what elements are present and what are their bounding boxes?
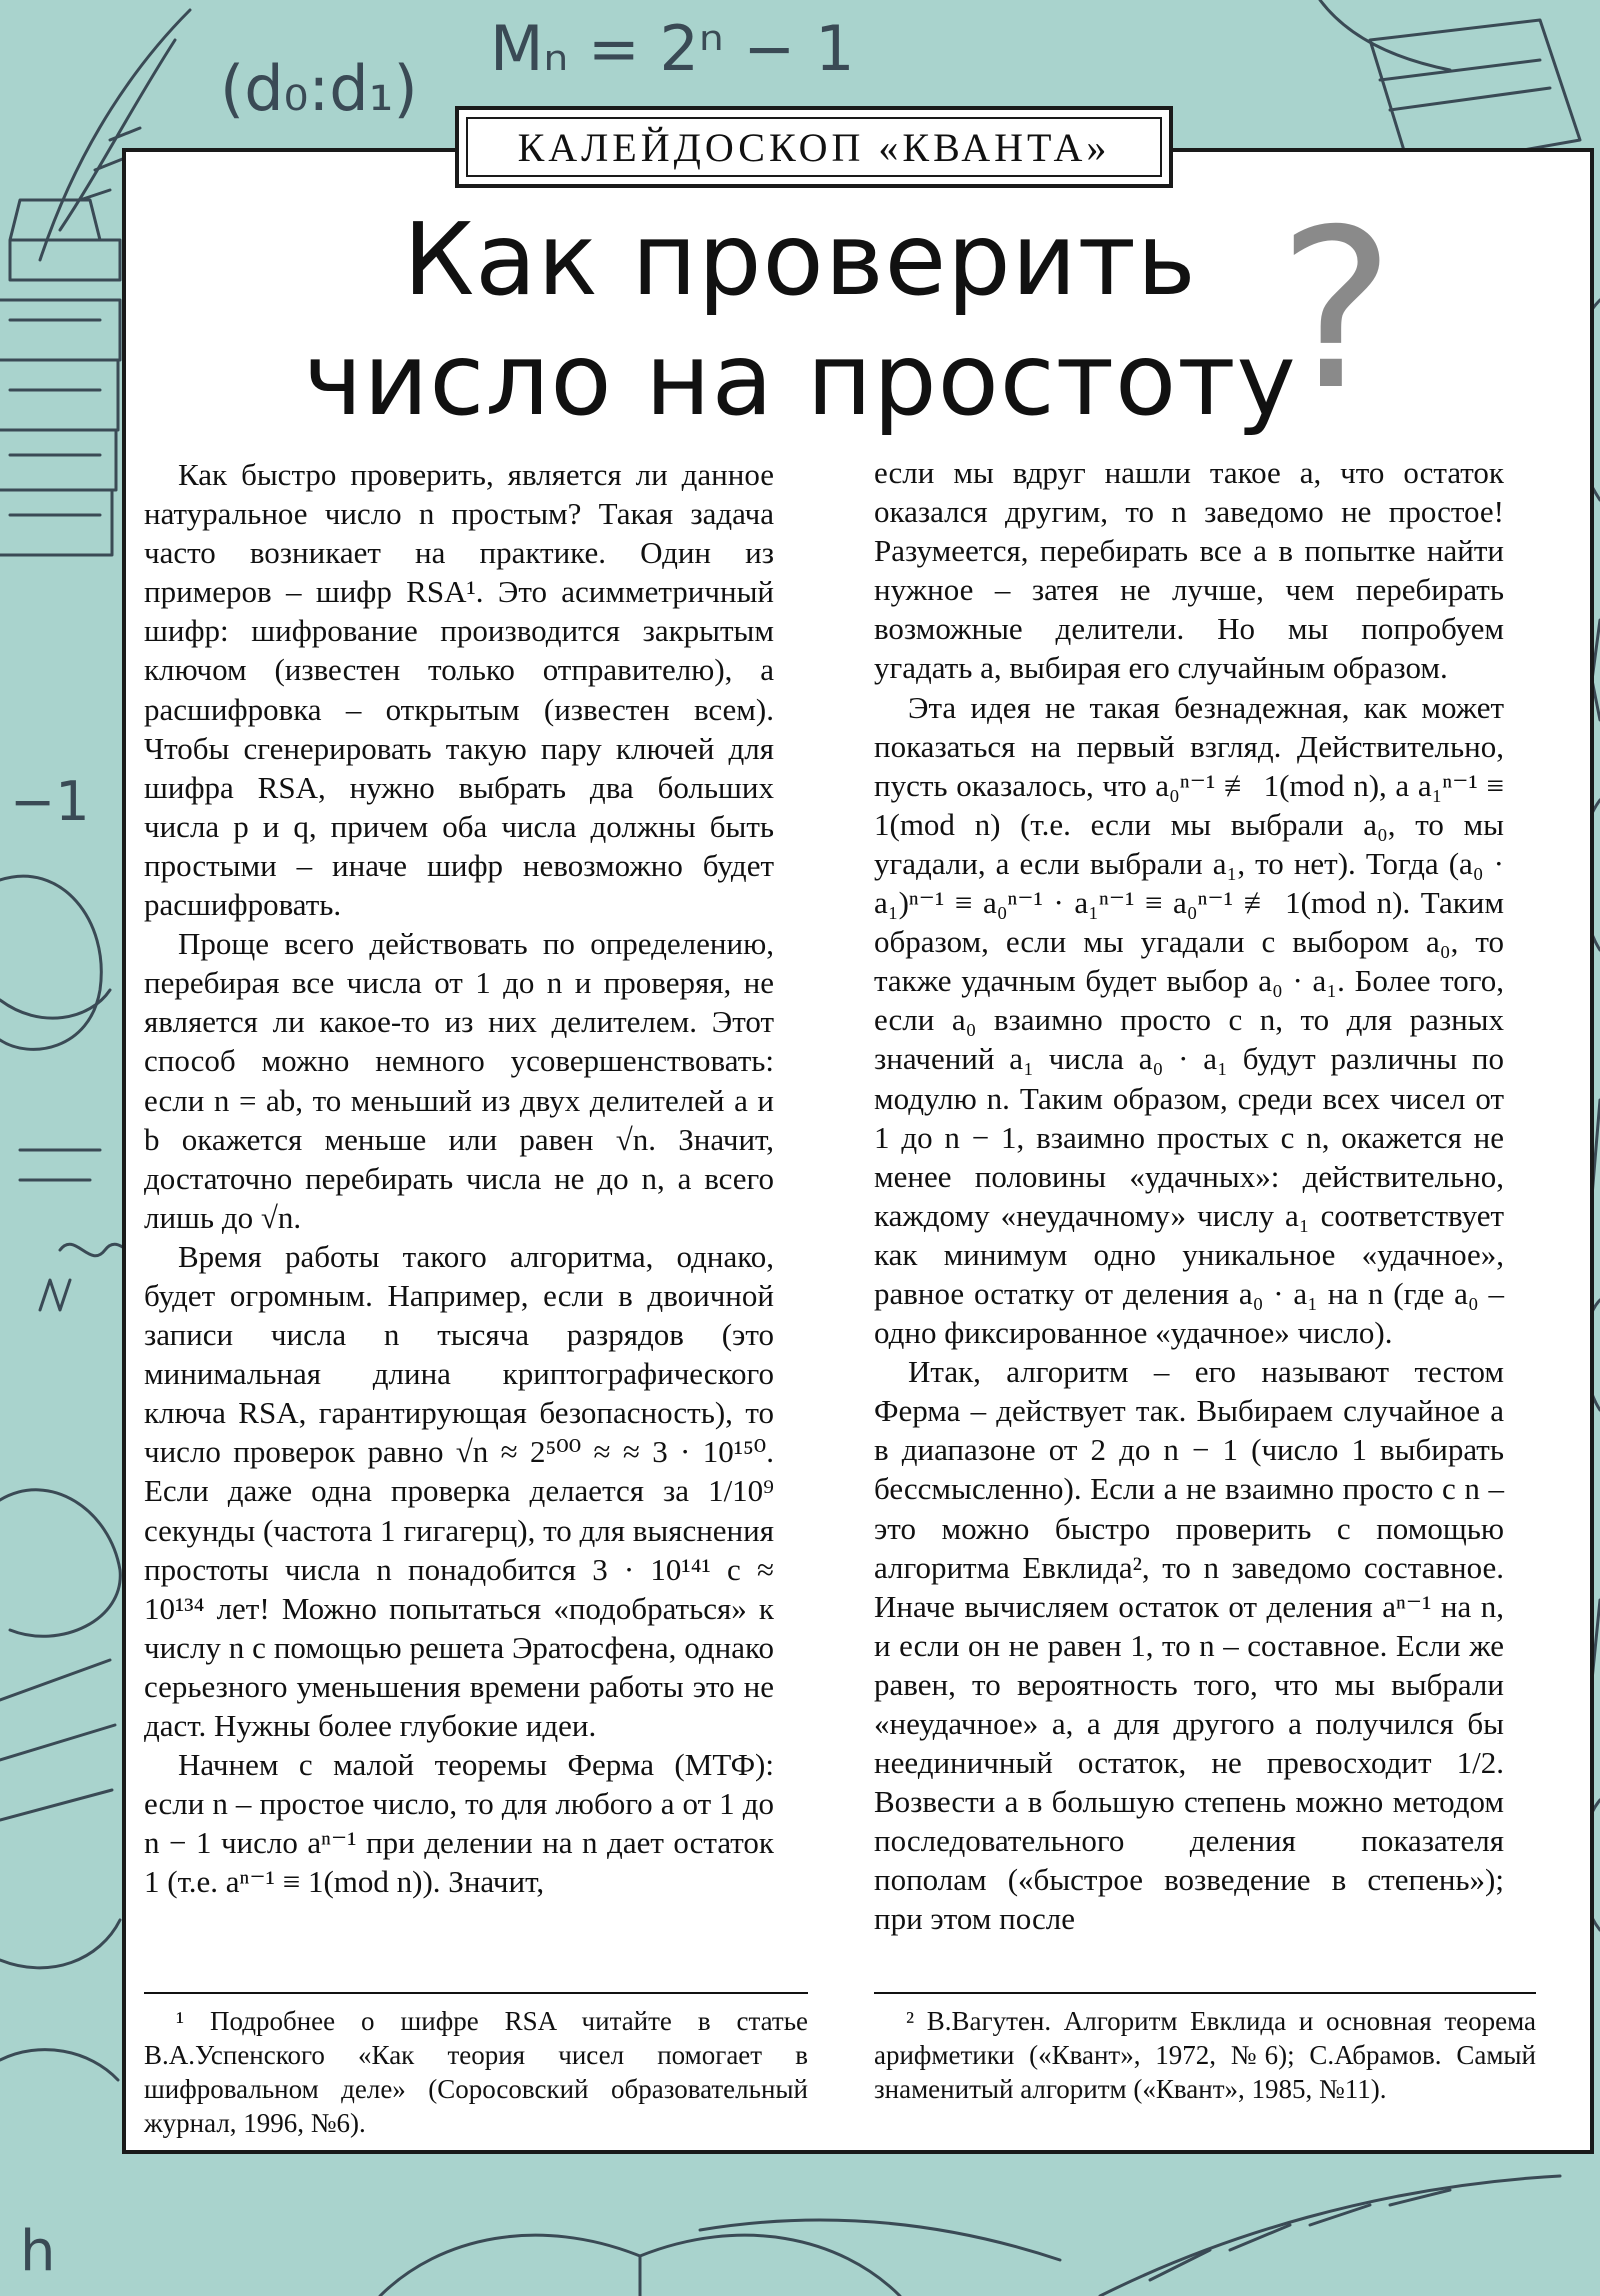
inkwell-icon xyxy=(10,200,120,280)
paragraph: Время работы такого алгоритма, однако, будет огромным. Например, если в двоичной записи числа n тысяча разрядов (это минимальная длина криптографического ключа RSA, гарантирующая безопасность), то число проверок равно √n ≈ 2⁵⁰⁰ ≈ ≈ 3 · 10¹⁵⁰. Если даже одна проверка делается за 1/10⁹ секунды (частота 1 гигагерц), то для выяснения простоты числа n понадобится 3 · 10¹⁴¹ с ≈ 10¹³⁴ лет! Можно попытаться «подобраться» к числу n с помощью решета Эратосфена, однако серьезного уменьшения времени работы это не даст. Нужны более глубокие идеи. xyxy=(144,1238,774,1743)
footnote-text: ¹ Подробнее о шифре RSA читайте в статье В.А.Успенского «Как теория чисел помогает в шифровальном деле» (Соросовский образовательный журнал, 1996, №6). xyxy=(144,2006,808,2138)
title-line-1: Как проверить xyxy=(403,201,1197,318)
paragraph: если мы вдруг нашли такое a, что остаток оказался другим, то n заведомо не простое! Разумеется, перебирать все a в попытке найти нужное – затея не лучше, чем перебирать возможные делители. Но мы попробуем угадать a, выбирая его случайным образом. xyxy=(874,455,1504,686)
left-column xyxy=(144,455,774,1901)
paper-icon xyxy=(0,1490,120,1636)
right-column xyxy=(874,453,1504,1939)
doodle-formula-4: h xyxy=(20,2219,56,2284)
scroll-icon xyxy=(0,876,101,1049)
paragraph: Начнем с малой теоремы Ферма (МТФ): если n – простое число, то для любого a от 1 до n − 1 число aⁿ⁻¹ при делении на n дает остаток 1 (т.е. aⁿ⁻¹ ≡ 1(mod n)). Значит, xyxy=(144,1747,774,1900)
paragraph: Проще всего действовать по определению, перебирая все числа от 1 до n и проверяя, не является ли какое-то из них делителем. Этот способ можно немного усовершенствовать: если n = ab, то меньший из двух делителей a и b окажется меньше или равен √n. Значит, достаточно перебирать числа не до n, а всего лишь до √n. xyxy=(144,926,774,1235)
doodle-formula-3: −1 xyxy=(10,770,90,833)
paragraph: Эта идея не такая безнадежная, как может показаться на первый взгляд. Действительно, пусть оказалось, что a₀ⁿ⁻¹ ≢ 1(mod n), а a₁ⁿ⁻¹ ≡ 1(mod n) (т.е. если мы выбрали a₀, то мы угадали, а если выбрали a₁, то нет). Тогда (a₀ · a₁)ⁿ⁻¹ ≡ a₀ⁿ⁻¹ · a₁ⁿ⁻¹ ≡ a₀ⁿ⁻¹ ≢ 1(mod n). Таким образом, если мы угадали с выбором a₀, то также удачным будет выбор a₀ · a₁. Более того, если a₀ взаимно просто с n, то для разных значений a₁ числа a₀ · a₁ будут различны по модулю n. Таким образом, среди всех чисел от 1 до n − 1, взаимно простых с n, окажется не менее половины «удачных»: действительно, каждому «неудачному» числу a₁ соответствует как минимум одно уникальное «удачное», равное остатку от деления a₀ · a₁ на n (где a₀ – одно фиксированное «удачное» число). xyxy=(874,689,1504,1351)
paragraph: Итак, алгоритм – его называют тестом Ферма – действует так. Выбираем случайное a в диапазоне от 2 до n − 1 (число 1 выбирать бессмысленно). Если a не взаимно просто с n – это можно быстро проверить с помощью алгоритма Евклида², то n заведомо составное. Иначе вычисляем остаток от деления aⁿ⁻¹ на n, и если он не равен 1, то n – составное. Если же равен, то вероятность того, что мы выбрали «неудачное» a, а для другого a получился бы неединичный остаток, не превосходит 1/2. Возвести a в большую степень можно методом последовательного деления показателя пополам («быстрое возведение в степень»); при этом после xyxy=(874,1354,1504,1937)
doodle-formula-2: Mₙ = 2ⁿ − 1 xyxy=(490,12,855,85)
title-line-2: число на простоту xyxy=(303,321,1297,438)
feather-icon xyxy=(1100,2176,1560,2296)
footnote-text: ² В.Вагутен. Алгоритм Евклида и основная теорема арифметики («Квант», 1972, №6); С.Абрамов. Самый знаменитый алгоритм («Квант», 1985, №11). xyxy=(874,2006,1536,2104)
paragraph: Как быстро проверить, является ли данное натуральное число n простым? Такая задача часто возникает на практике. Один из примеров – шифр RSA¹. Это асимметричный шифр: шифрование производится закрытым ключом (известен только отправителю), а расшифровка – открытым (известен всем). Чтобы сгенерировать такую пару ключей для шифра RSA, нужно выбрать два больших числа p и q, причем оба числа должны быть простыми – иначе шифр невозможно будет расшифровать. xyxy=(144,457,774,923)
rubric-header xyxy=(455,106,1173,188)
footnote-2 xyxy=(874,1992,1536,2106)
footnote-1 xyxy=(144,1992,808,2140)
doodle-formula-1: (d₀:d₁) xyxy=(220,52,418,125)
question-mark-icon: ? xyxy=(1278,182,1395,438)
rubric-label: КАЛЕЙДОСКОП «КВАНТА» xyxy=(517,124,1111,170)
article-title xyxy=(300,200,1300,440)
books-icon xyxy=(0,300,120,555)
